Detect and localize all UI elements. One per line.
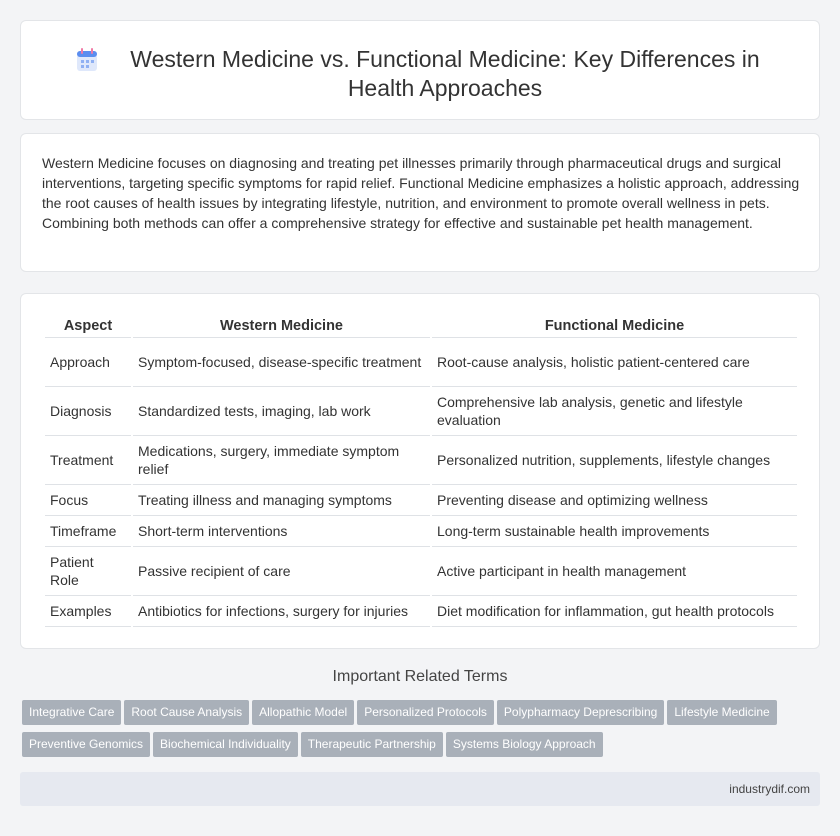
- comparison-table-card: [20, 293, 820, 649]
- intro-card: [20, 133, 820, 272]
- header-aspect: Aspect: [45, 314, 131, 338]
- comparison-table: [43, 314, 799, 627]
- cell-functional: Active participant in health management: [432, 547, 797, 596]
- tag-root-cause-analysis[interactable]: Root Cause Analysis: [124, 700, 249, 725]
- cell-functional: Diet modification for inflammation, gut health protocols: [432, 596, 797, 627]
- table-row: [45, 436, 797, 485]
- table-row: [45, 485, 797, 516]
- tag-polypharmacy-deprescribing[interactable]: Polypharmacy Deprescribing: [497, 700, 664, 725]
- cell-functional: Comprehensive lab analysis, genetic and lifestyle evaluation: [432, 387, 797, 436]
- page-title: Western Medicine vs. Functional Medicine: Key Differences in Health Approaches: [130, 46, 760, 101]
- footer-site-link[interactable]: industrydif.com: [729, 782, 810, 796]
- tag-systems-biology-approach[interactable]: Systems Biology Approach: [446, 732, 603, 757]
- tag-therapeutic-partnership[interactable]: Therapeutic Partnership: [301, 732, 443, 757]
- cell-western: Passive recipient of care: [133, 547, 430, 596]
- table-row: [45, 516, 797, 547]
- cell-functional: Preventing disease and optimizing wellness: [432, 485, 797, 516]
- footer: [20, 772, 820, 806]
- tag-lifestyle-medicine[interactable]: Lifestyle Medicine: [667, 700, 776, 725]
- table-row: [45, 338, 797, 387]
- cell-western: Treating illness and managing symptoms: [133, 485, 430, 516]
- title-wrap: [21, 45, 819, 103]
- header-card: [20, 20, 820, 120]
- cell-western: Antibiotics for infections, surgery for injuries: [133, 596, 430, 627]
- cell-aspect: Examples: [45, 596, 131, 627]
- calendar-icon: [76, 48, 98, 72]
- cell-aspect: Focus: [45, 485, 131, 516]
- cell-western: Standardized tests, imaging, lab work: [133, 387, 430, 436]
- header-western: Western Medicine: [133, 314, 430, 338]
- cell-aspect: Patient Role: [45, 547, 131, 596]
- cell-western: Symptom-focused, disease-specific treatment: [133, 338, 430, 387]
- cell-functional: Long-term sustainable health improvements: [432, 516, 797, 547]
- cell-functional: Root-cause analysis, holistic patient-centered care: [432, 338, 797, 387]
- related-terms-heading: Important Related Terms: [332, 668, 508, 685]
- cell-functional: Personalized nutrition, supplements, lifestyle changes: [432, 436, 797, 485]
- table-row: [45, 387, 797, 436]
- intro-paragraph: Western Medicine focuses on diagnosing and treating pet illnesses primarily through pharmaceutical drugs and surgical interventions, targeting specific symptoms for rapid relief. Functional Medicine emphasizes a holistic approach, addressing the root causes of health issues by integrating lifestyle, nutrition, and environment to promote overall wellness in pets. Combining both methods can offer a comprehensive strategy for effective and sustainable pet health management.: [42, 155, 800, 231]
- cell-western: Short-term interventions: [133, 516, 430, 547]
- tag-allopathic-model[interactable]: Allopathic Model: [252, 700, 354, 725]
- table-row: [45, 547, 797, 596]
- header-functional: Functional Medicine: [432, 314, 797, 338]
- cell-western: Medications, surgery, immediate symptom relief: [133, 436, 430, 485]
- tag-biochemical-individuality[interactable]: Biochemical Individuality: [153, 732, 298, 757]
- tag-personalized-protocols[interactable]: Personalized Protocols: [357, 700, 494, 725]
- tag-integrative-care[interactable]: Integrative Care: [22, 700, 121, 725]
- related-terms-tags: [22, 700, 822, 764]
- cell-aspect: Treatment: [45, 436, 131, 485]
- table-row: [45, 596, 797, 627]
- cell-aspect: Approach: [45, 338, 131, 387]
- tag-preventive-genomics[interactable]: Preventive Genomics: [22, 732, 150, 757]
- cell-aspect: Timeframe: [45, 516, 131, 547]
- cell-aspect: Diagnosis: [45, 387, 131, 436]
